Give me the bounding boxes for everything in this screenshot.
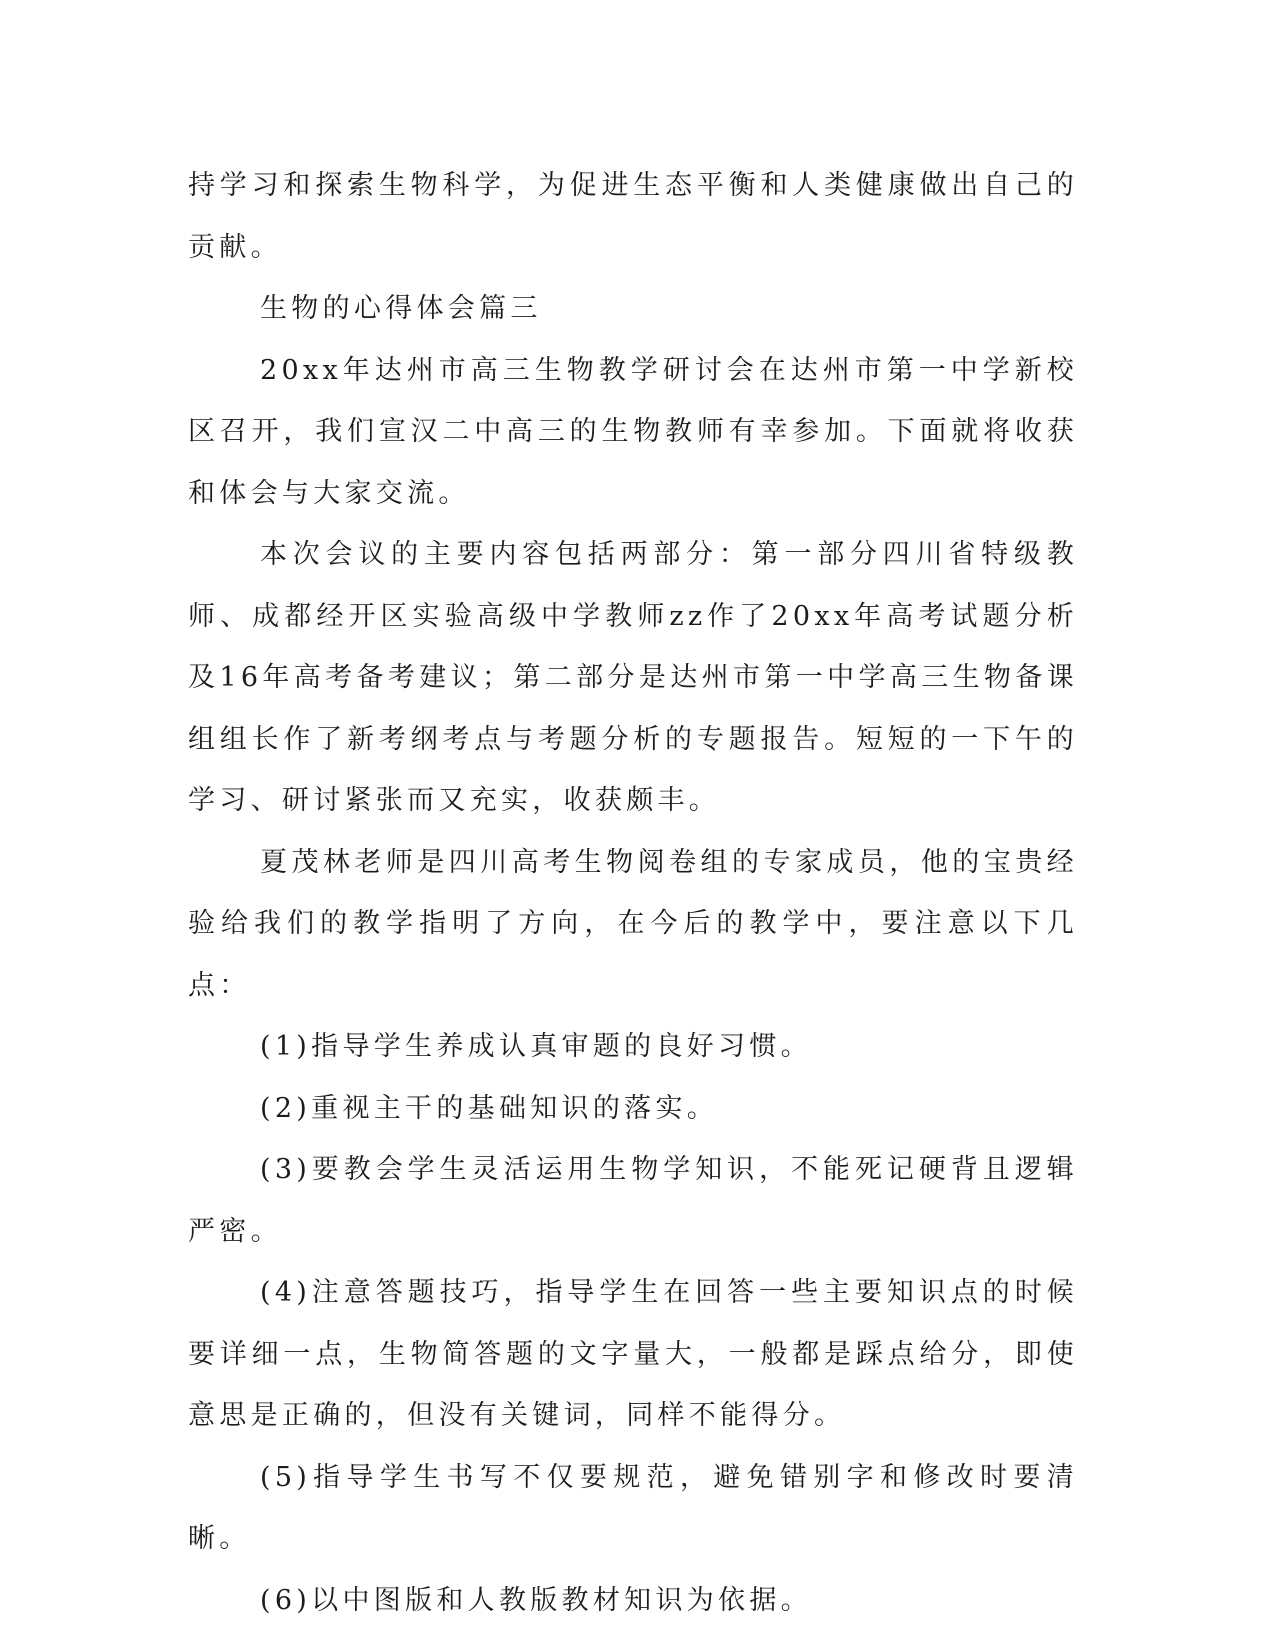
list-item: (4)注意答题技巧，指导学生在回答一些主要知识点的时候要详细一点，生物简答题的文字量大，一般都是踩点给分，即使意思是正确的，但没有关键词，同样不能得分。: [188, 1277, 1078, 1431]
paragraph: 本次会议的主要内容包括两部分：第一部分四川省特级教师、成都经开区实验高级中学教师zz作了20xx年高考试题分析及16年高考备考建议；第二部分是达州市第一中学高三生物备课组组长作了新考纲考点与考题分析的专题报告。短短的一下午的学习、研讨紧张而又充实，收获颇丰。: [188, 539, 1078, 816]
list-item: (5)指导学生书写不仅要规范，避免错别字和修改时要清晰。: [188, 1461, 1078, 1554]
paragraph-continuation: 持学习和探索生物科学，为促进生态平衡和人类健康做出自己的贡献。: [188, 170, 1078, 263]
document-body: [188, 155, 1078, 1631]
section-heading: 生物的心得体会篇三: [260, 293, 542, 324]
paragraph: 夏茂林老师是四川高考生物阅卷组的专家成员，他的宝贵经验给我们的教学指明了方向，在今后的教学中，要注意以下几点：: [188, 846, 1078, 1001]
list-item: (6)以中图版和人教版教材知识为依据。: [260, 1584, 812, 1616]
list-item: (1)指导学生养成认真审题的良好习惯。: [260, 1031, 812, 1062]
list-item: (3)要教会学生灵活运用生物学知识，不能死记硬背且逻辑严密。: [188, 1154, 1078, 1247]
paragraph: 20xx年达州市高三生物教学研讨会在达州市第一中学新校区召开，我们宣汉二中高三的生物教师有幸参加。下面就将收获和体会与大家交流。: [188, 354, 1078, 509]
list-item: (2)重视主干的基础知识的落实。: [260, 1092, 719, 1124]
